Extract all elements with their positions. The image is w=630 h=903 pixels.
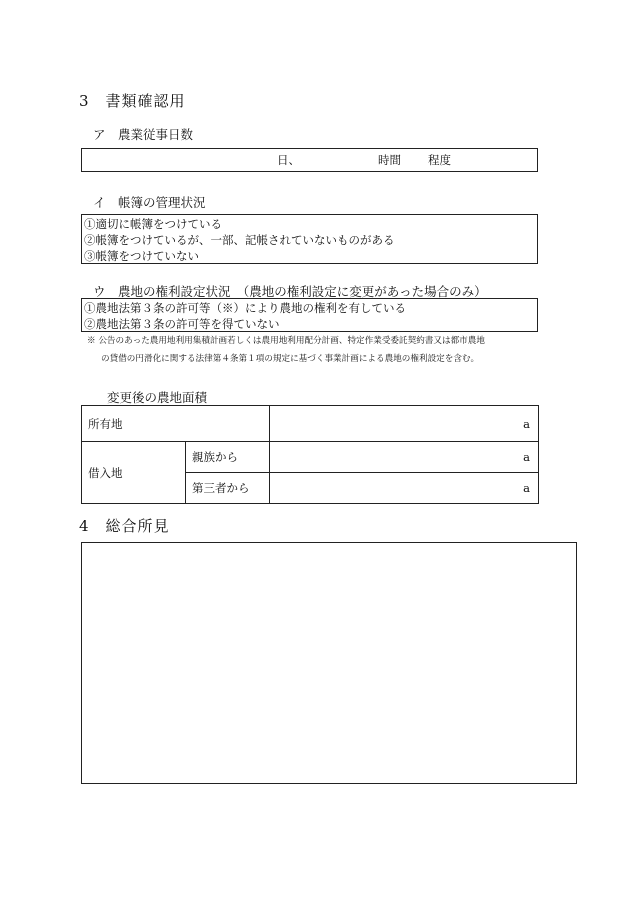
rights-option-1: ①農地法第３条の許可等（※）により農地の権利を有している — [84, 301, 406, 315]
from-third-party-label: 第三者から — [186, 473, 270, 504]
owned-area-value: a — [270, 406, 539, 442]
section4-title: 4 総合所見 — [79, 517, 170, 535]
area-table — [81, 405, 539, 504]
ledger-option-2: ②帳簿をつけているが、一部、記帳されていないものがある — [84, 233, 395, 247]
owned-label: 所有地 — [82, 406, 270, 442]
area-heading: 変更後の農地面積 — [107, 390, 208, 405]
days-unit: 日、 — [277, 153, 300, 167]
leased-label: 借入地 — [82, 442, 186, 504]
approx-label: 程度 — [428, 153, 451, 167]
relatives-area-value: a — [270, 442, 539, 473]
ledger-option-1: ①適切に帳簿をつけている — [84, 217, 222, 231]
ledger-heading: イ 帳簿の管理状況 — [93, 195, 206, 210]
third-party-area-value: a — [270, 473, 539, 504]
hours-unit: 時間 — [378, 153, 401, 167]
work-days-box — [81, 148, 538, 172]
work-days-heading: ア 農業従事日数 — [93, 127, 194, 142]
rights-box — [81, 298, 538, 332]
rights-option-2: ②農地法第３条の許可等を得ていない — [84, 317, 280, 331]
ledger-option-3: ③帳簿をつけていない — [84, 249, 199, 263]
rights-note-line1: ※ 公告のあった農用地利用集積計画若しくは農用地利用配分計画、特定作業受委託契約書又は都市農地 — [87, 336, 485, 346]
ledger-box — [81, 214, 538, 264]
rights-heading: ウ 農地の権利設定状況 （農地の権利設定に変更があった場合のみ） — [93, 284, 487, 299]
rights-note-line2: の貸借の円滑化に関する法律第４条第１項の規定に基づく事業計画による農地の権利設定を含む。 — [101, 354, 480, 364]
section3-title: 3 書類確認用 — [79, 92, 186, 110]
overall-findings-box[interactable] — [81, 542, 577, 784]
from-relatives-label: 親族から — [186, 442, 270, 473]
